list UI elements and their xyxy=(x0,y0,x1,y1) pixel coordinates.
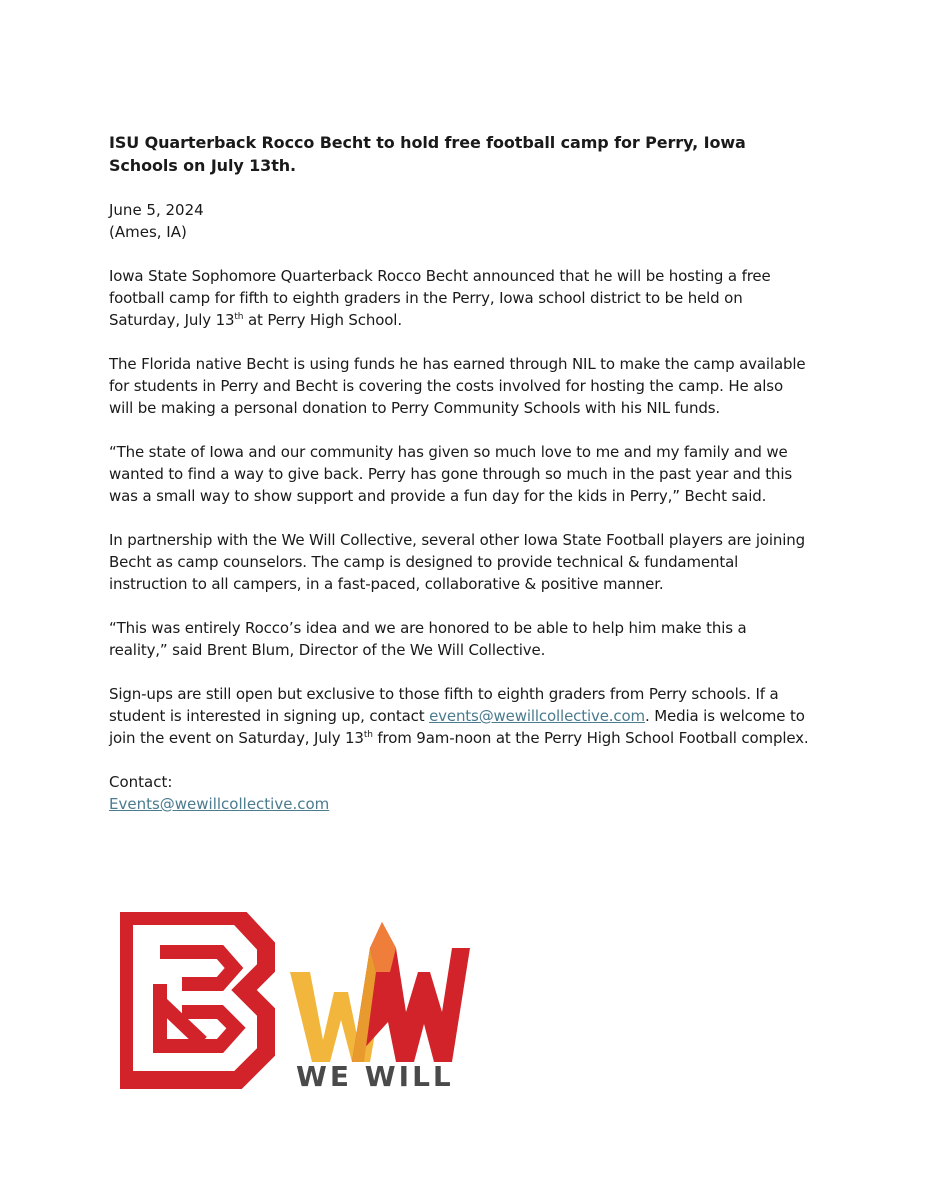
b-monogram-logo xyxy=(124,916,266,1080)
we-will-ww-logo xyxy=(290,922,470,1062)
logo-row xyxy=(120,912,480,1092)
paragraph-blum-quote: “This was entirely Rocco’s idea and we are honored to be able to help him make this a reality,” said Brent Blum, Director of the We Will Collective. xyxy=(109,619,747,659)
paragraph-signups: Sign-ups are still open but exclusive to those fifth to eighth graders from Perry schools. If a student is interested in signing up, contact events@wewillcollective.com. Media is welcome to join the event on Saturday, July 13th from 9am-noon at the Perry High School Football complex. xyxy=(109,685,809,747)
release-date: June 5, 2024 xyxy=(109,201,204,219)
paragraph-nil-funding: The Florida native Becht is using funds he has earned through NIL to make the camp available for students in Perry and Becht is covering the costs involved for hosting the camp. He also will be making a personal donation to Perry Community Schools with his NIL funds. xyxy=(109,355,806,417)
release-location: (Ames, IA) xyxy=(109,223,187,241)
contact-email-link[interactable]: Events@wewillcollective.com xyxy=(109,795,330,813)
paragraph-partnership: In partnership with the We Will Collective, several other Iowa State Football players are joining Becht as camp counselors. The camp is designed to provide technical & fundamental instruction to all campers, in a fast-paced, collaborative & positive manner. xyxy=(109,531,806,593)
paragraph-announcement: Iowa State Sophomore Quarterback Rocco Becht announced that he will be hosting a free football camp for fifth to eighth graders in the Perry, Iowa school district to be held on Saturday, July 13th at Perry High School. xyxy=(109,267,771,329)
paragraph-becht-quote: “The state of Iowa and our community has given so much love to me and my family and we wanted to find a way to give back. Perry has gone through so much in the past year and this was a small way to show support and provide a fun day for the kids in Perry,” Becht said. xyxy=(109,443,793,505)
headline: ISU Quarterback Rocco Becht to hold free football camp for Perry, Iowa Schools on July 13th. xyxy=(109,133,746,175)
dateline xyxy=(109,199,809,243)
logos-svg xyxy=(120,912,480,1092)
we-will-wordmark: WE WILL xyxy=(296,1060,454,1092)
contact-label: Contact: xyxy=(109,773,173,791)
press-release xyxy=(109,131,809,815)
signup-email-link[interactable]: events@wewillcollective.com xyxy=(429,707,646,725)
